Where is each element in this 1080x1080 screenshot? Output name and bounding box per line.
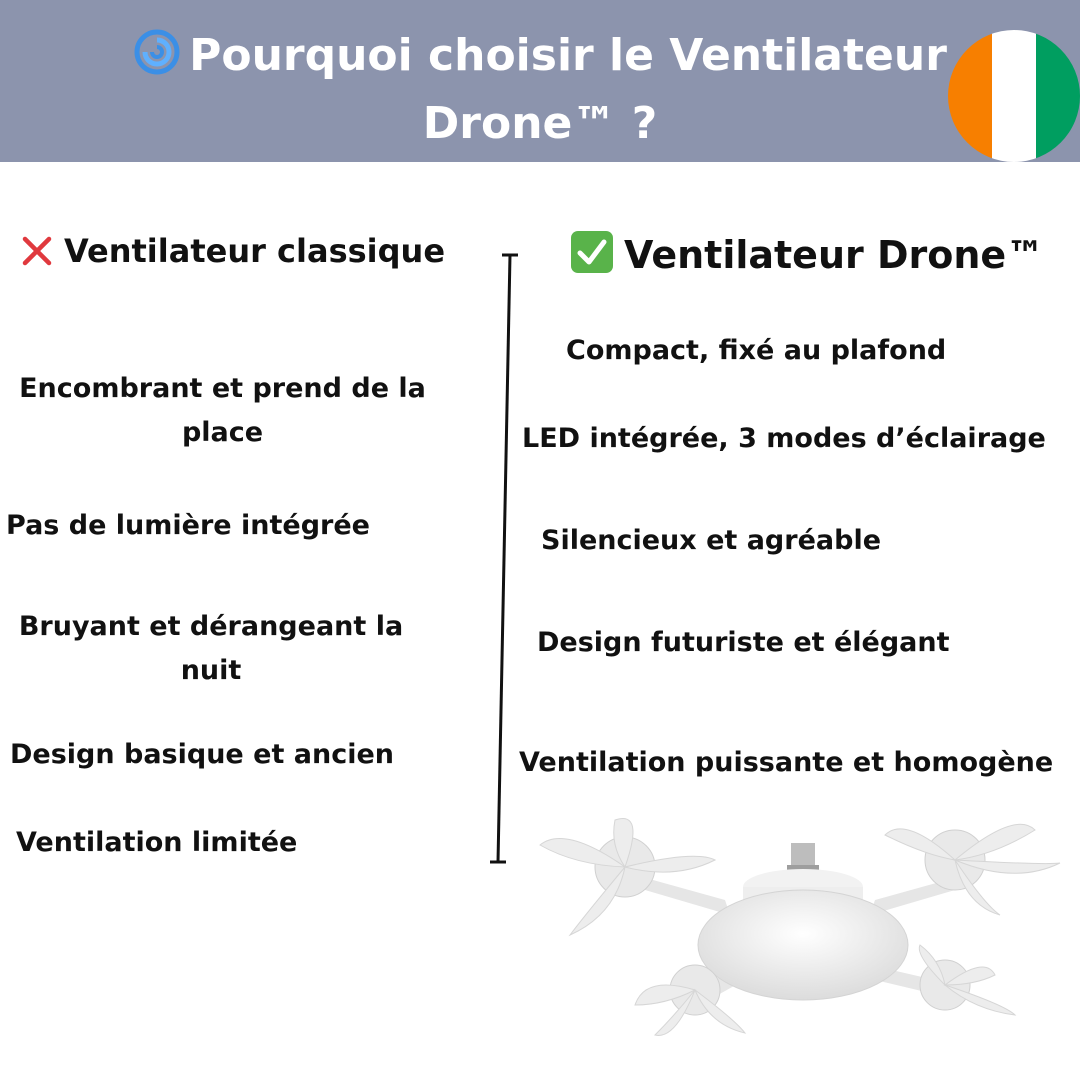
title-text-line-1: Pourquoi choisir le Ventilateur [189, 30, 947, 81]
swirl-icon [133, 28, 181, 76]
left-item-5: Ventilation limitée [16, 827, 298, 858]
header-banner [0, 0, 1080, 162]
check-mark-icon [570, 230, 614, 283]
right-heading-text: Ventilateur Drone™ [624, 233, 1045, 277]
right-item-2: LED intégrée, 3 modes d’éclairage [522, 423, 1046, 454]
left-heading-text: Ventilateur classique [64, 232, 446, 270]
left-item-1: Encombrant et prend de la place [19, 373, 426, 448]
left-item-2: Pas de lumière intégrée [6, 510, 370, 541]
drone-fan-image [525, 805, 1075, 1045]
ivory-coast-flag-icon [948, 30, 1080, 162]
cross-mark-icon [20, 234, 54, 276]
left-item-4: Design basique et ancien [10, 739, 394, 770]
title-line-1 [60, 22, 1020, 90]
left-column-heading [20, 232, 445, 276]
page-title [60, 22, 1020, 158]
right-item-4: Design futuriste et élégant [537, 627, 950, 658]
right-item-5: Ventilation puissante et homogène [519, 747, 1054, 778]
left-item-3: Bruyant et dérangeant la nuit [18, 611, 404, 686]
right-item-3: Silencieux et agréable [541, 525, 882, 556]
title-text-line-2: Drone™ ? [422, 98, 658, 149]
right-column-heading [570, 230, 1044, 283]
right-item-1: Compact, fixé au plafond [566, 335, 947, 366]
